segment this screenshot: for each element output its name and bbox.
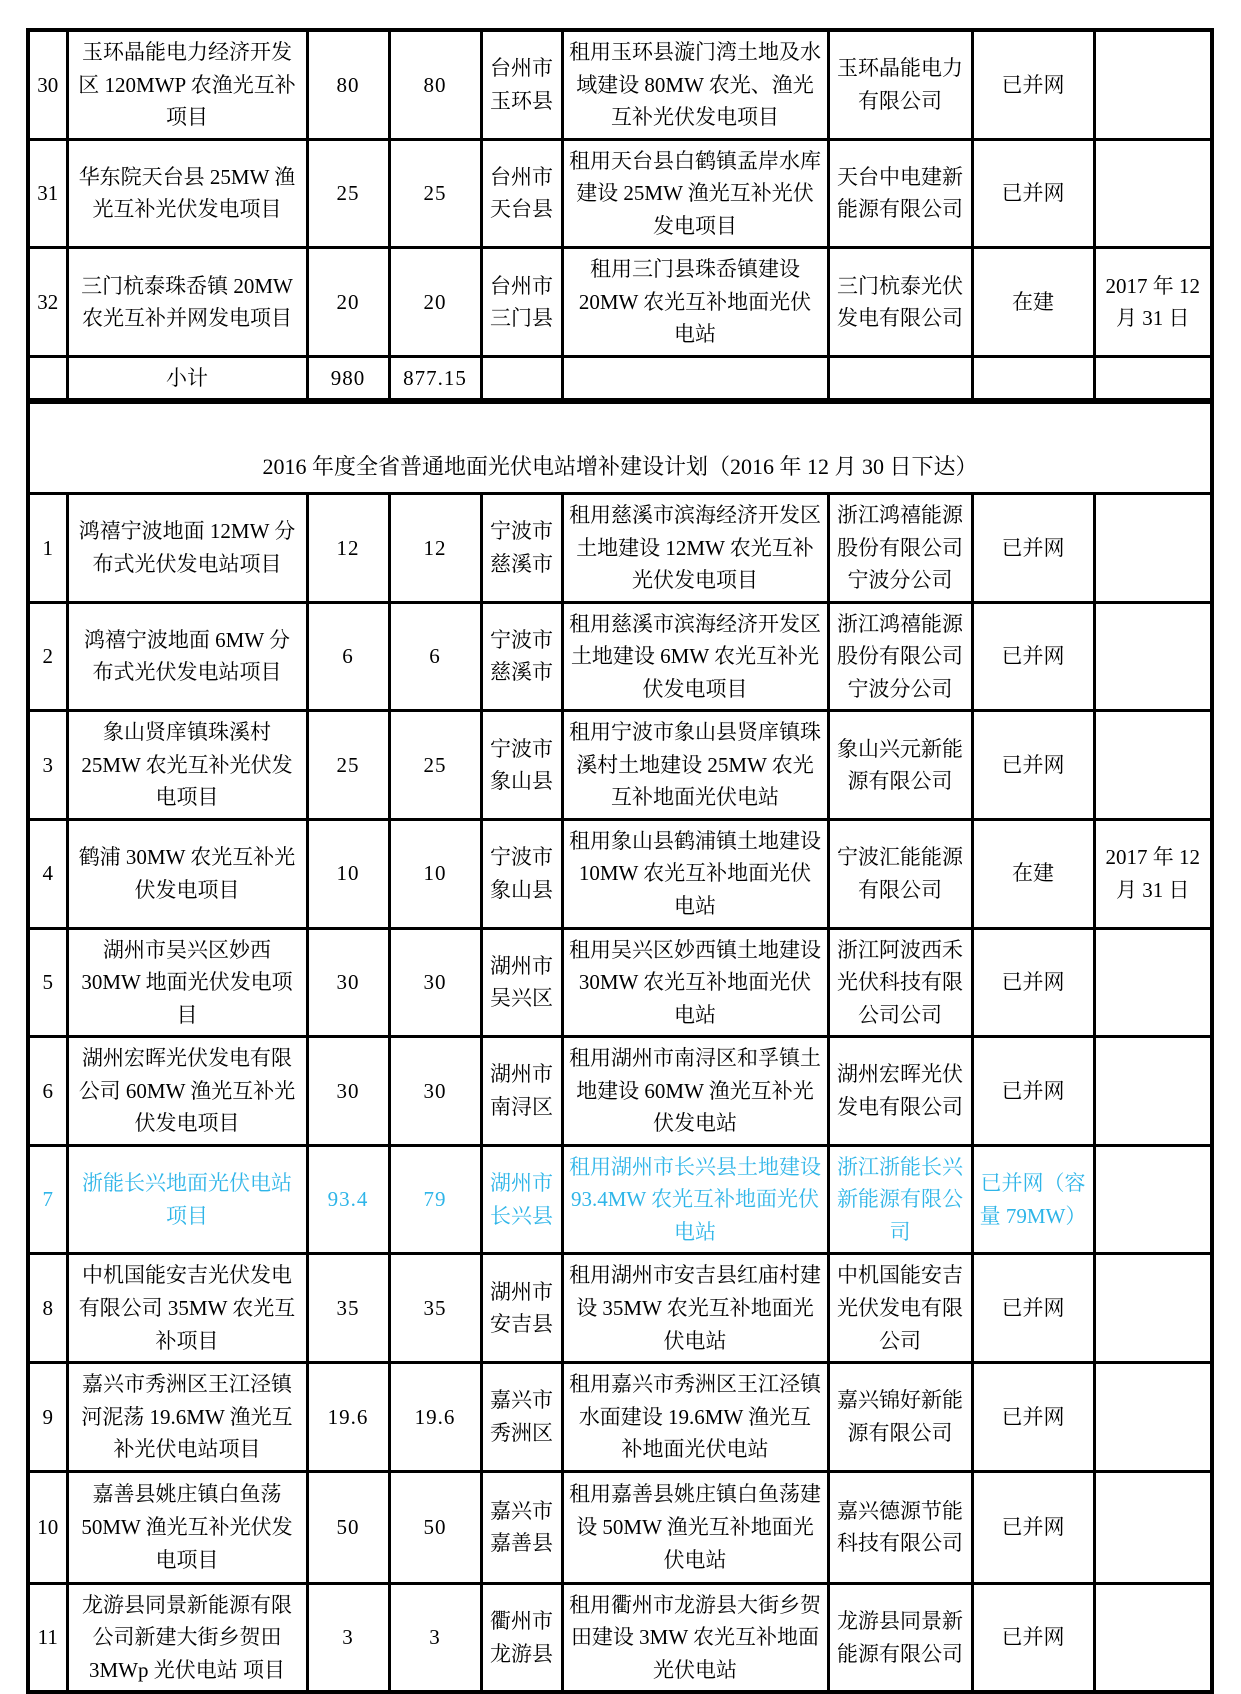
- cell-project-name: 鸿禧宁波地面 6MW 分布式光伏发电站项目: [67, 602, 307, 711]
- cell-built-capacity: 30: [389, 1037, 481, 1146]
- cell-grid-status: 已并网: [972, 602, 1094, 711]
- cell-grid-status: 已并网: [972, 30, 1094, 139]
- cell-construction-description: 租用慈溪市滨海经济开发区土地建设 6MW 农光互补光伏发电项目: [562, 602, 828, 711]
- table-row: [28, 139, 1212, 248]
- cell-construction-description: 租用嘉善县姚庄镇白鱼荡建设 50MW 渔光互补地面光伏电站: [562, 1471, 828, 1583]
- table-row: [28, 928, 1212, 1037]
- cell-planned-capacity: 12: [307, 493, 389, 602]
- cell-deadline-date: [1094, 1583, 1212, 1692]
- cell-row-number: 3: [28, 711, 67, 820]
- cell-project-name: 三门杭泰珠岙镇 20MW 农光互补并网发电项目: [67, 248, 307, 357]
- cell-project-name: 鸿禧宁波地面 12MW 分布式光伏发电站项目: [67, 493, 307, 602]
- cell-row-number: 31: [28, 139, 67, 248]
- cell-grid-status: 已并网: [972, 1583, 1094, 1692]
- cell-built-capacity: 3: [389, 1583, 481, 1692]
- cell-grid-status: [972, 356, 1094, 401]
- cell-row-number: 30: [28, 30, 67, 139]
- cell-planned-capacity: 10: [307, 819, 389, 928]
- cell-row-number: 6: [28, 1037, 67, 1146]
- cell-location: 湖州市长兴县: [481, 1145, 562, 1254]
- cell-company-name: 嘉兴德源节能科技有限公司: [828, 1471, 972, 1583]
- cell-deadline-date: [1094, 1145, 1212, 1254]
- cell-row-number: 4: [28, 819, 67, 928]
- cell-deadline-date: [1094, 928, 1212, 1037]
- cell-project-name: 嘉善县姚庄镇白鱼荡 50MW 渔光互补光伏发电项目: [67, 1471, 307, 1583]
- cell-deadline-date: [1094, 1037, 1212, 1146]
- cell-location: 嘉兴市嘉善县: [481, 1471, 562, 1583]
- cell-grid-status: 在建: [972, 819, 1094, 928]
- cell-planned-capacity: 20: [307, 248, 389, 357]
- cell-row-number: 10: [28, 1471, 67, 1583]
- cell-construction-description: 租用吴兴区妙西镇土地建设 30MW 农光互补地面光伏电站: [562, 928, 828, 1037]
- cell-deadline-date: [1094, 602, 1212, 711]
- cell-row-number: 5: [28, 928, 67, 1037]
- table-row: [28, 1037, 1212, 1146]
- cell-deadline-date: [1094, 1363, 1212, 1472]
- cell-row-number: 7: [28, 1145, 67, 1254]
- cell-planned-capacity: 19.6: [307, 1363, 389, 1472]
- cell-company-name: 宁波汇能能源有限公司: [828, 819, 972, 928]
- cell-grid-status: 已并网: [972, 1037, 1094, 1146]
- cell-planned-capacity: 80: [307, 30, 389, 139]
- cell-deadline-date: [1094, 139, 1212, 248]
- cell-construction-description: 租用湖州市南浔区和孚镇土地建设 60MW 渔光互补光伏发电站: [562, 1037, 828, 1146]
- projects-table-body: [28, 30, 1212, 1692]
- cell-grid-status: 已并网（容量 79MW）: [972, 1145, 1094, 1254]
- cell-project-name: 湖州宏晖光伏发电有限公司 60MW 渔光互补光伏发电项目: [67, 1037, 307, 1146]
- cell-location: [481, 356, 562, 401]
- cell-construction-description: 租用象山县鹤浦镇土地建设 10MW 农光互补地面光伏电站: [562, 819, 828, 928]
- cell-planned-capacity: 6: [307, 602, 389, 711]
- cell-company-name: 浙江鸿禧能源股份有限公司宁波分公司: [828, 602, 972, 711]
- cell-grid-status: 已并网: [972, 1254, 1094, 1363]
- cell-deadline-date: [1094, 30, 1212, 139]
- cell-grid-status: 已并网: [972, 1471, 1094, 1583]
- cell-row-number: [28, 356, 67, 401]
- cell-construction-description: 租用衢州市龙游县大街乡贺田建设 3MW 农光互补地面光伏电站: [562, 1583, 828, 1692]
- cell-planned-capacity: 93.4: [307, 1145, 389, 1254]
- cell-company-name: 浙江浙能长兴新能源有限公司: [828, 1145, 972, 1254]
- cell-built-capacity: 80: [389, 30, 481, 139]
- cell-built-capacity: 877.15: [389, 356, 481, 401]
- cell-grid-status: 已并网: [972, 928, 1094, 1037]
- cell-planned-capacity: 25: [307, 711, 389, 820]
- table-row: [28, 30, 1212, 139]
- cell-company-name: 浙江鸿禧能源股份有限公司宁波分公司: [828, 493, 972, 602]
- table-row: [28, 1583, 1212, 1692]
- cell-planned-capacity: 30: [307, 928, 389, 1037]
- cell-location: 台州市玉环县: [481, 30, 562, 139]
- cell-construction-description: 租用三门县珠岙镇建设 20MW 农光互补地面光伏电站: [562, 248, 828, 357]
- cell-built-capacity: 10: [389, 819, 481, 928]
- table-row: [28, 356, 1212, 401]
- cell-deadline-date: [1094, 493, 1212, 602]
- cell-location: 宁波市慈溪市: [481, 602, 562, 711]
- cell-deadline-date: [1094, 356, 1212, 401]
- cell-row-number: 11: [28, 1583, 67, 1692]
- cell-row-number: 2: [28, 602, 67, 711]
- cell-grid-status: 已并网: [972, 711, 1094, 820]
- cell-construction-description: 租用湖州市长兴县土地建设 93.4MW 农光互补地面光伏电站: [562, 1145, 828, 1254]
- table-row-section-header: [28, 401, 1212, 493]
- cell-location: 衢州市龙游县: [481, 1583, 562, 1692]
- cell-location: 湖州市南浔区: [481, 1037, 562, 1146]
- cell-built-capacity: 12: [389, 493, 481, 602]
- cell-company-name: 嘉兴锦好新能源有限公司: [828, 1363, 972, 1472]
- cell-construction-description: 租用玉环县漩门湾土地及水域建设 80MW 农光、渔光互补光伏发电项目: [562, 30, 828, 139]
- cell-built-capacity: 19.6: [389, 1363, 481, 1472]
- table-row: [28, 1145, 1212, 1254]
- cell-grid-status: 已并网: [972, 493, 1094, 602]
- cell-company-name: 三门杭泰光伏发电有限公司: [828, 248, 972, 357]
- cell-location: 宁波市象山县: [481, 819, 562, 928]
- table-row: [28, 1254, 1212, 1363]
- table-row: [28, 493, 1212, 602]
- cell-planned-capacity: 30: [307, 1037, 389, 1146]
- cell-location: 湖州市吴兴区: [481, 928, 562, 1037]
- cell-location: 嘉兴市秀洲区: [481, 1363, 562, 1472]
- cell-deadline-date: [1094, 711, 1212, 820]
- cell-company-name: 玉环晶能电力有限公司: [828, 30, 972, 139]
- cell-built-capacity: 6: [389, 602, 481, 711]
- table-row: [28, 1363, 1212, 1472]
- cell-construction-description: 租用宁波市象山县贤庠镇珠溪村土地建设 25MW 农光互补地面光伏电站: [562, 711, 828, 820]
- section-title: 2016 年度全省普通地面光伏电站增补建设计划（2016 年 12 月 30 日下达）: [28, 401, 1212, 493]
- table-row: [28, 602, 1212, 711]
- cell-company-name: 湖州宏晖光伏发电有限公司: [828, 1037, 972, 1146]
- cell-grid-status: 已并网: [972, 139, 1094, 248]
- cell-project-name: 鹤浦 30MW 农光互补光伏发电项目: [67, 819, 307, 928]
- cell-planned-capacity: 25: [307, 139, 389, 248]
- table-row: [28, 711, 1212, 820]
- cell-built-capacity: 25: [389, 711, 481, 820]
- cell-company-name: 浙江阿波西禾光伏科技有限公司公司: [828, 928, 972, 1037]
- cell-row-number: 32: [28, 248, 67, 357]
- cell-location: 宁波市慈溪市: [481, 493, 562, 602]
- cell-deadline-date: [1094, 1471, 1212, 1583]
- table-row: [28, 248, 1212, 357]
- cell-planned-capacity: 980: [307, 356, 389, 401]
- cell-location: 宁波市象山县: [481, 711, 562, 820]
- table-row: [28, 1471, 1212, 1583]
- cell-grid-status: 已并网: [972, 1363, 1094, 1472]
- cell-location: 湖州市安吉县: [481, 1254, 562, 1363]
- cell-location: 台州市天台县: [481, 139, 562, 248]
- cell-planned-capacity: 35: [307, 1254, 389, 1363]
- cell-construction-description: 租用嘉兴市秀洲区王江泾镇水面建设 19.6MW 渔光互补地面光伏电站: [562, 1363, 828, 1472]
- table-row: [28, 819, 1212, 928]
- cell-project-name: 玉环晶能电力经济开发区 120MWP 农渔光互补项目: [67, 30, 307, 139]
- cell-project-name: 华东院天台县 25MW 渔光互补光伏发电项目: [67, 139, 307, 248]
- cell-construction-description: 租用湖州市安吉县红庙村建设 35MW 农光互补地面光伏电站: [562, 1254, 828, 1363]
- cell-project-name: 浙能长兴地面光伏电站项目: [67, 1145, 307, 1254]
- cell-company-name: 天台中电建新能源有限公司: [828, 139, 972, 248]
- cell-built-capacity: 30: [389, 928, 481, 1037]
- cell-project-name: 湖州市吴兴区妙西 30MW 地面光伏发电项目: [67, 928, 307, 1037]
- cell-deadline-date: [1094, 1254, 1212, 1363]
- cell-company-name: 象山兴元新能源有限公司: [828, 711, 972, 820]
- cell-built-capacity: 50: [389, 1471, 481, 1583]
- cell-company-name: 龙游县同景新能源有限公司: [828, 1583, 972, 1692]
- cell-deadline-date: 2017 年 12 月 31 日: [1094, 819, 1212, 928]
- cell-construction-description: 租用天台县白鹤镇孟岸水库建设 25MW 渔光互补光伏发电项目: [562, 139, 828, 248]
- cell-project-name: 嘉兴市秀洲区王江泾镇河泥荡 19.6MW 渔光互补光伏电站项目: [67, 1363, 307, 1472]
- cell-project-name: 象山贤庠镇珠溪村 25MW 农光互补光伏发电项目: [67, 711, 307, 820]
- cell-built-capacity: 79: [389, 1145, 481, 1254]
- cell-construction-description: 租用慈溪市滨海经济开发区土地建设 12MW 农光互补光伏发电项目: [562, 493, 828, 602]
- cell-planned-capacity: 3: [307, 1583, 389, 1692]
- cell-grid-status: 在建: [972, 248, 1094, 357]
- projects-table: [26, 28, 1214, 1694]
- cell-project-name: 龙游县同景新能源有限公司新建大街乡贺田 3MWp 光伏电站 项目: [67, 1583, 307, 1692]
- cell-row-number: 9: [28, 1363, 67, 1472]
- cell-company-name: [828, 356, 972, 401]
- cell-project-name: 小计: [67, 356, 307, 401]
- cell-location: 台州市三门县: [481, 248, 562, 357]
- cell-construction-description: [562, 356, 828, 401]
- cell-planned-capacity: 50: [307, 1471, 389, 1583]
- cell-project-name: 中机国能安吉光伏发电有限公司 35MW 农光互补项目: [67, 1254, 307, 1363]
- cell-built-capacity: 25: [389, 139, 481, 248]
- cell-row-number: 1: [28, 493, 67, 602]
- cell-deadline-date: 2017 年 12 月 31 日: [1094, 248, 1212, 357]
- cell-built-capacity: 35: [389, 1254, 481, 1363]
- cell-company-name: 中机国能安吉光伏发电有限公司: [828, 1254, 972, 1363]
- cell-row-number: 8: [28, 1254, 67, 1363]
- cell-built-capacity: 20: [389, 248, 481, 357]
